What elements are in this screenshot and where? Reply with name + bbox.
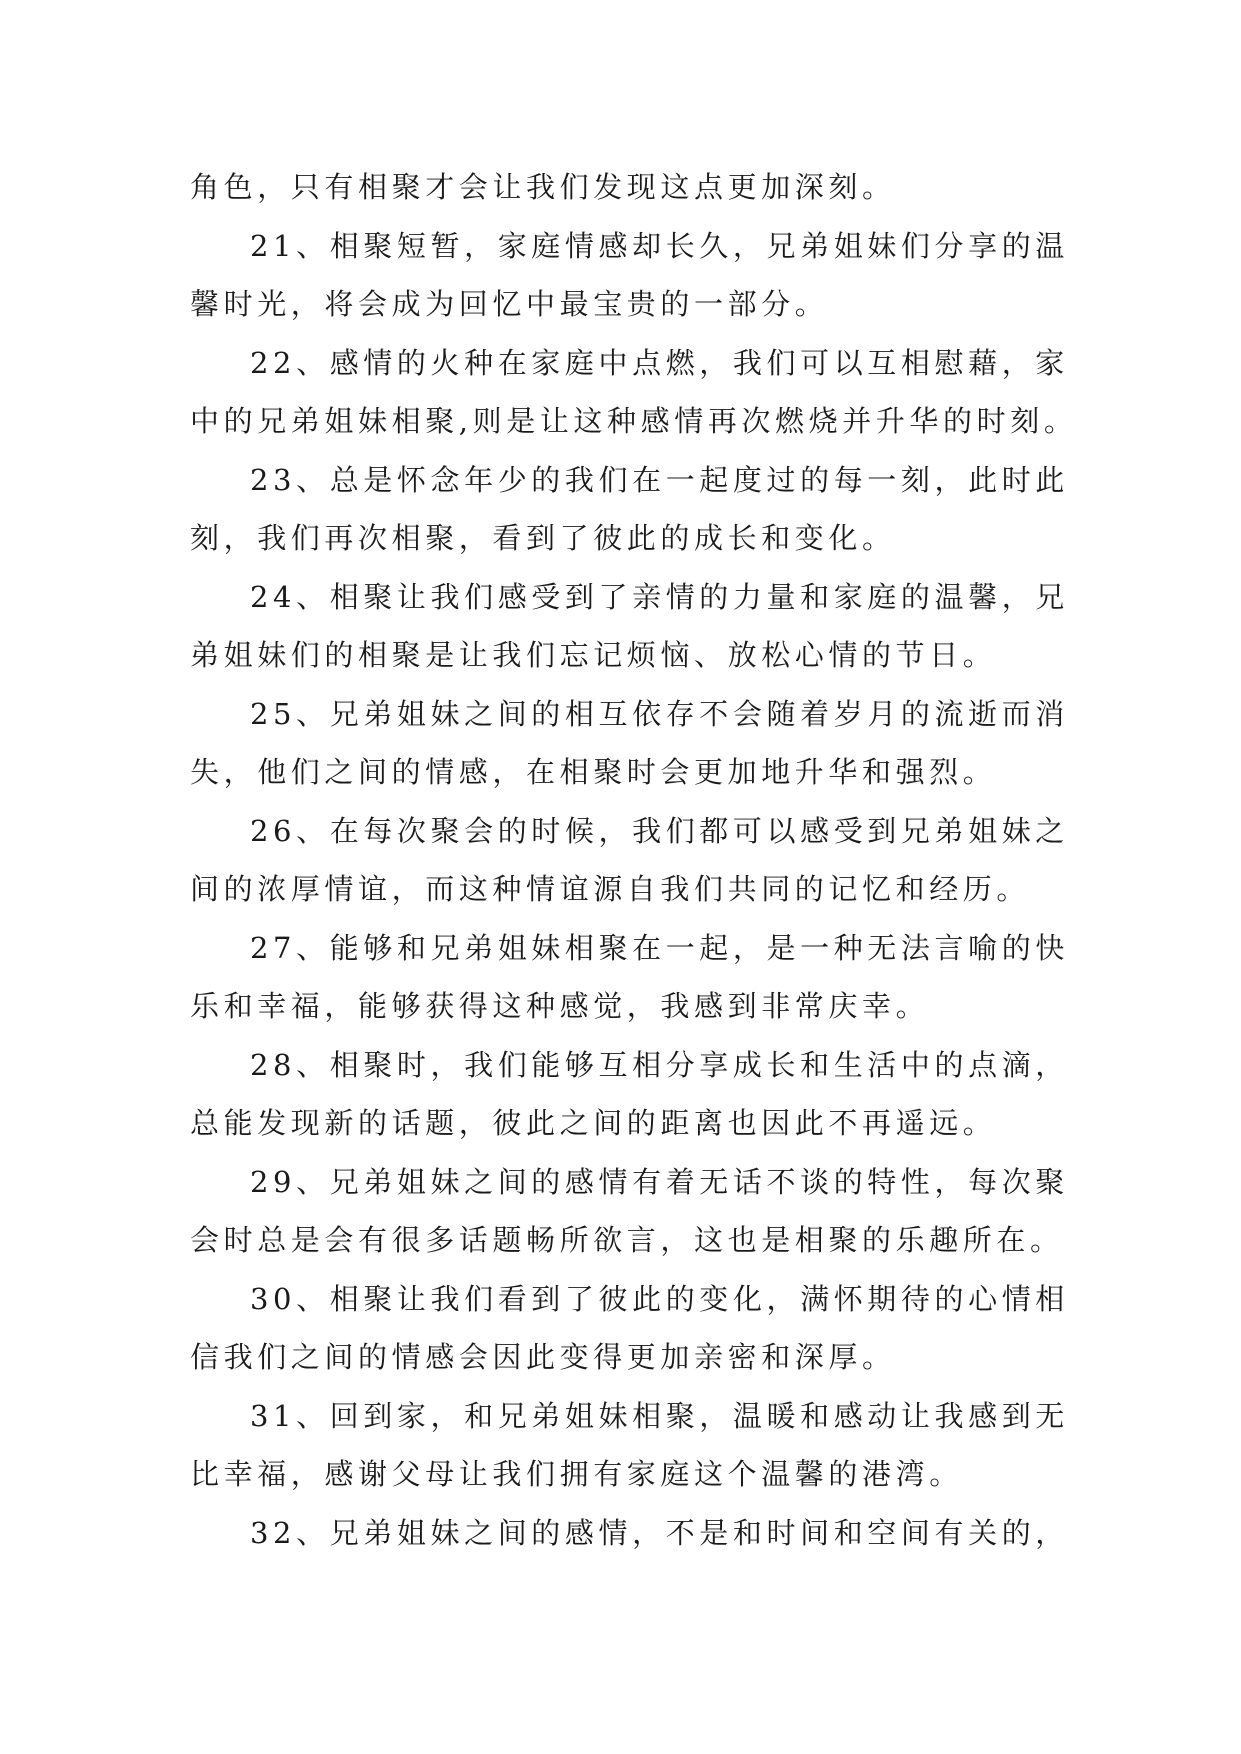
text-line-17: 总能发现新的话题，彼此之间的距离也因此不再遥远。 <box>190 1106 997 1140</box>
text-line-23: 比幸福，感谢父母让我们拥有家庭这个温馨的港湾。 <box>190 1457 963 1491</box>
text-line-13: 间的浓厚情谊，而这种情谊源自我们共同的记忆和经历。 <box>190 872 1031 906</box>
text-line-1: 角色，只有相聚才会让我们发现这点更加深刻。 <box>190 170 896 204</box>
text-line-15: 乐和幸福，能够获得这种感觉，我感到非常庆幸。 <box>190 989 930 1023</box>
text-line-8: 24、相聚让我们感受到了亲情的力量和家庭的温馨，兄 <box>250 579 1069 614</box>
document-text-body <box>190 158 1078 1562</box>
text-line-22: 31、回到家，和兄弟姐妹相聚，温暖和感动让我感到无 <box>250 1398 1069 1433</box>
text-line-4: 22、感情的火种在家庭中点燃，我们可以互相慰藉，家 <box>250 345 1069 380</box>
text-line-19: 会时总是会有很多话题畅所欲言，这也是相聚的乐趣所在。 <box>190 1223 1064 1257</box>
text-line-2: 21、相聚短暂，家庭情感却长久，兄弟姐妹们分享的温 <box>250 228 1069 263</box>
text-line-21: 信我们之间的情感会因此变得更加亲密和深厚。 <box>190 1340 896 1374</box>
text-line-20: 30、相聚让我们看到了彼此的变化，满怀期待的心情相 <box>250 1281 1069 1316</box>
text-line-5: 中的兄弟姐妹相聚,则是让这种感情再次燃烧并升华的时刻。 <box>190 404 1078 438</box>
text-line-24: 32、兄弟姐妹之间的感情，不是和时间和空间有关的， <box>250 1515 1069 1550</box>
text-line-9: 弟姐妹们的相聚是让我们忘记烦恼、放松心情的节日。 <box>190 638 997 672</box>
text-line-3: 馨时光，将会成为回忆中最宝贵的一部分。 <box>190 287 829 321</box>
text-line-6: 23、总是怀念年少的我们在一起度过的每一刻，此时此 <box>250 462 1069 497</box>
text-line-11: 失，他们之间的情感，在相聚时会更加地升华和强烈。 <box>190 755 997 789</box>
text-line-16: 28、相聚时，我们能够互相分享成长和生活中的点滴， <box>250 1047 1069 1082</box>
text-line-18: 29、兄弟姐妹之间的感情有着无话不谈的特性，每次聚 <box>250 1164 1069 1199</box>
text-line-12: 26、在每次聚会的时候，我们都可以感受到兄弟姐妹之 <box>250 813 1069 848</box>
text-line-7: 刻，我们再次相聚，看到了彼此的成长和变化。 <box>190 521 896 555</box>
text-line-14: 27、能够和兄弟姐妹相聚在一起，是一种无法言喻的快 <box>250 930 1069 965</box>
text-line-10: 25、兄弟姐妹之间的相互依存不会随着岁月的流逝而消 <box>250 696 1069 731</box>
